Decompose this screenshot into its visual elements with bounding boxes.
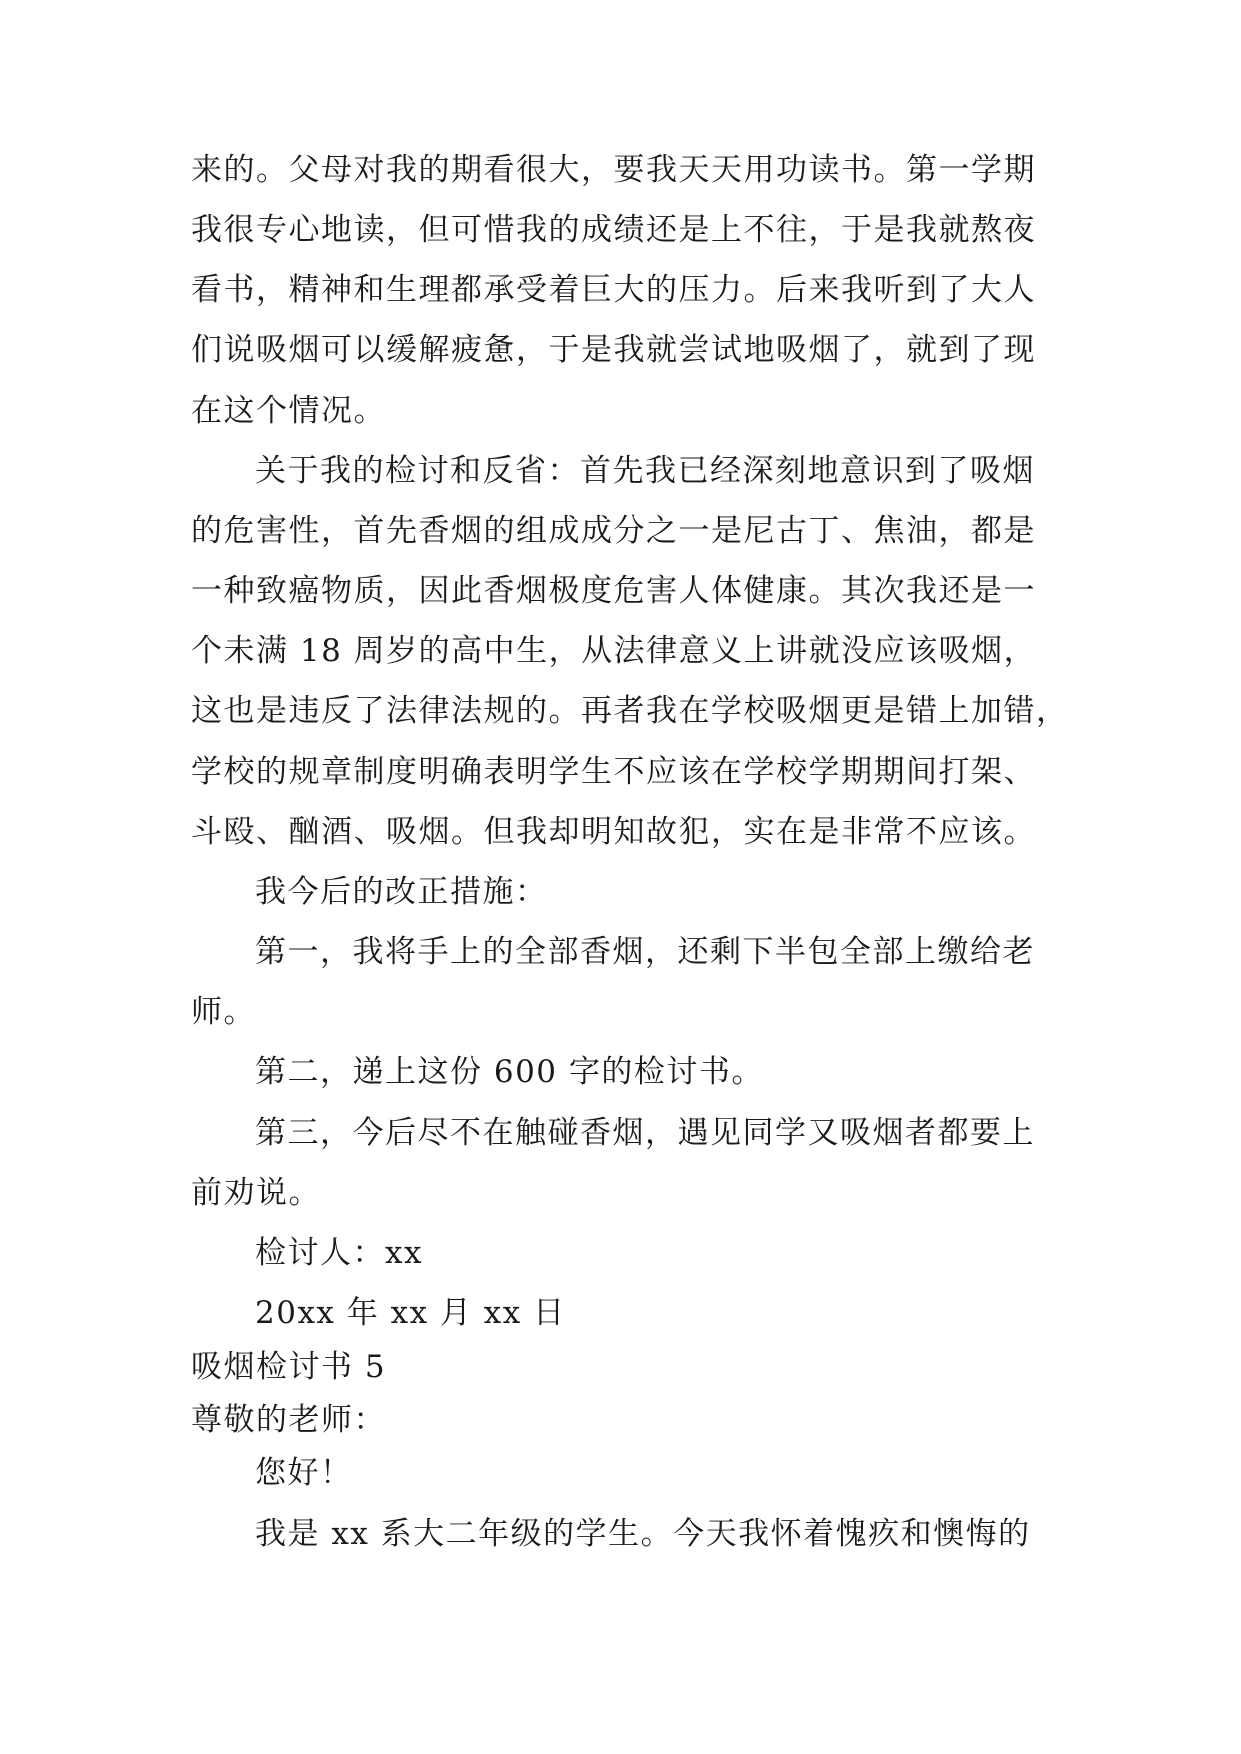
- text-line: 在这个情况。: [191, 393, 386, 429]
- text-line: 个未满 18 周岁的高中生，从法律意义上讲就没应该吸烟，: [191, 633, 1037, 669]
- text-line: 一种致癌物质，因此香烟极度危害人体健康。其次我还是一: [191, 573, 1036, 609]
- text-line: 斗殴、酗酒、吸烟。但我却明知故犯，实在是非常不应该。: [191, 814, 1036, 850]
- paragraph-first-line: 第三，今后尽不在触碰香烟，遇见同学又吸烟者都要上: [255, 1115, 1035, 1151]
- section-title: 吸烟检讨书 5: [191, 1349, 387, 1385]
- text-line: 学校的规章制度明确表明学生不应该在学校学期期间打架、: [191, 754, 1036, 790]
- text-line: 师。: [191, 994, 256, 1030]
- greeting: 您好！: [255, 1455, 353, 1491]
- paragraph-first-line: 第一，我将手上的全部香烟，还剩下半包全部上缴给老: [255, 934, 1035, 970]
- paragraph-first-line: 我今后的改正措施：: [255, 874, 548, 910]
- paragraph-first-line: 第二，递上这份 600 字的检讨书。: [255, 1054, 764, 1090]
- text-line: 来的。父母对我的期看很大，要我天天用功读书。第一学期: [191, 152, 1036, 188]
- paragraph-first-line: 关于我的检讨和反省：首先我已经深刻地意识到了吸烟: [255, 453, 1035, 489]
- text-line: 们说吸烟可以缓解疲惫，于是我就尝试地吸烟了，就到了现: [191, 332, 1036, 368]
- salutation: 尊敬的老师：: [191, 1402, 386, 1438]
- text-line: 前劝说。: [191, 1175, 321, 1211]
- text-line: 这也是违反了法律法规的。再者我在学校吸烟更是错上加错，: [191, 693, 1069, 729]
- date-line: 20xx 年 xx 月 xx 日: [255, 1295, 566, 1331]
- text-line: 的危害性，首先香烟的组成成分之一是尼古丁、焦油，都是: [191, 513, 1036, 549]
- signature-line: 检讨人：xx: [255, 1235, 423, 1271]
- paragraph-first-line: 我是 xx 系大二年级的学生。今天我怀着愧疚和懊悔的: [255, 1516, 1031, 1552]
- text-line: 我很专心地读，但可惜我的成绩还是上不往，于是我就熬夜: [191, 212, 1036, 248]
- text-line: 看书，精神和生理都承受着巨大的压力。后来我听到了大人: [191, 272, 1036, 308]
